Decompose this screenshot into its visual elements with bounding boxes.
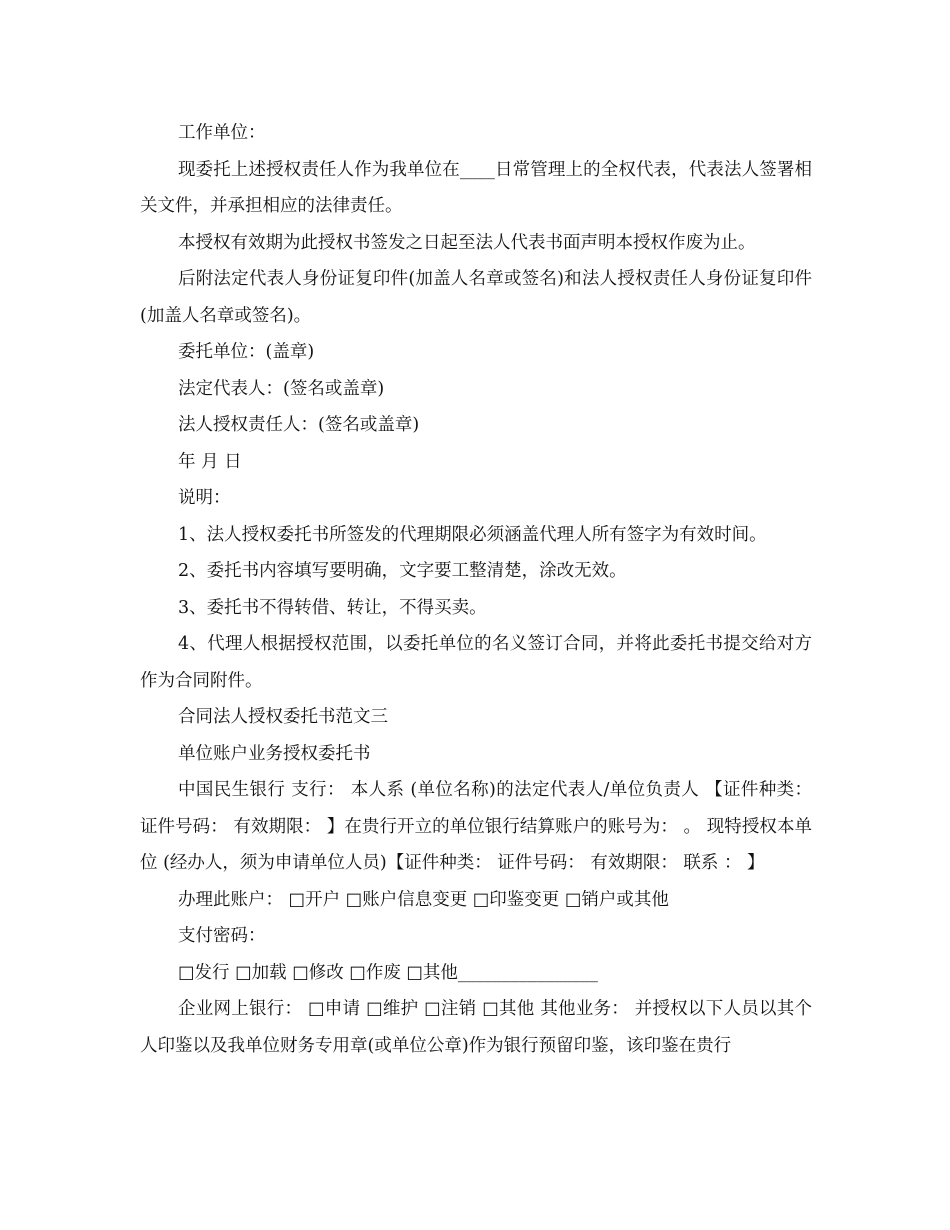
note-item-2: 2、委托书内容填写要明确，文字要工整清楚，涂改无效。 <box>178 561 627 581</box>
note-item-4: 4、代理人根据授权范围，以委托单位的名义签订合同，并将此委托书提交给对方作为合同附件。 <box>140 634 812 691</box>
note-item-1: 1、法人授权委托书所签发的代理期限必须涵盖代理人所有签字为有效时间。 <box>178 524 767 545</box>
work-unit-line: 工作单位： <box>178 123 266 143</box>
validity-paragraph: 本授权有效期为此授权书签发之日起至法人代表书面声明本授权作废为止。 <box>178 232 756 253</box>
online-banking-paragraph: 企业网上银行： □申请 □维护 □注销 □其他 其他业务： 并授权以下人员以其个人印鉴以及我单位财务专用章(或单位公章)作为银行预留印鉴，该印鉴在贵行 <box>140 999 812 1056</box>
section-title: 合同法人授权委托书范文三 <box>178 707 388 727</box>
authorization-paragraph: 现委托上述授权责任人作为我单位在____日常管理上的全权代表，代表法人签署相关文件，并承担相应的法律责任。 <box>140 159 812 216</box>
bank-authorization-paragraph: 中国民生银行 支行： 本人系 (单位名称)的法定代表人/单位负责人 【证件种类： 证件号码： 有效期限： 】在贵行开立的单位银行结算账户的账号为： 。 现特授权本单位 (经办人，须为申请单位人员)【证件种类： 证件号码： 有效期限： 联系 ： 】 <box>140 780 812 873</box>
payment-password-line: 支付密码： <box>178 926 266 946</box>
authorized-person-line: 法人授权责任人：(签名或盖章) <box>178 415 420 435</box>
note-item-3: 3、委托书不得转借、转让，不得买卖。 <box>178 597 487 618</box>
document-subtitle: 单位账户业务授权委托书 <box>178 743 371 764</box>
entrusting-unit-line: 委托单位：(盖章) <box>178 342 315 362</box>
legal-rep-line: 法定代表人：(签名或盖章) <box>178 378 385 399</box>
date-line: 年 月 日 <box>178 451 242 472</box>
notes-heading: 说明： <box>178 488 231 508</box>
account-handling-line: 办理此账户： □开户 □账户信息变更 □印鉴变更 □销户或其他 <box>178 889 669 910</box>
password-options-line: □发行 □加载 □修改 □作废 □其他________________ <box>178 962 598 983</box>
document-body <box>140 115 812 1064</box>
attachment-paragraph: 后附法定代表人身份证复印件(加盖人名章或签名)和法人授权责任人身份证复印件(加盖人名章或签名)。 <box>140 269 812 326</box>
